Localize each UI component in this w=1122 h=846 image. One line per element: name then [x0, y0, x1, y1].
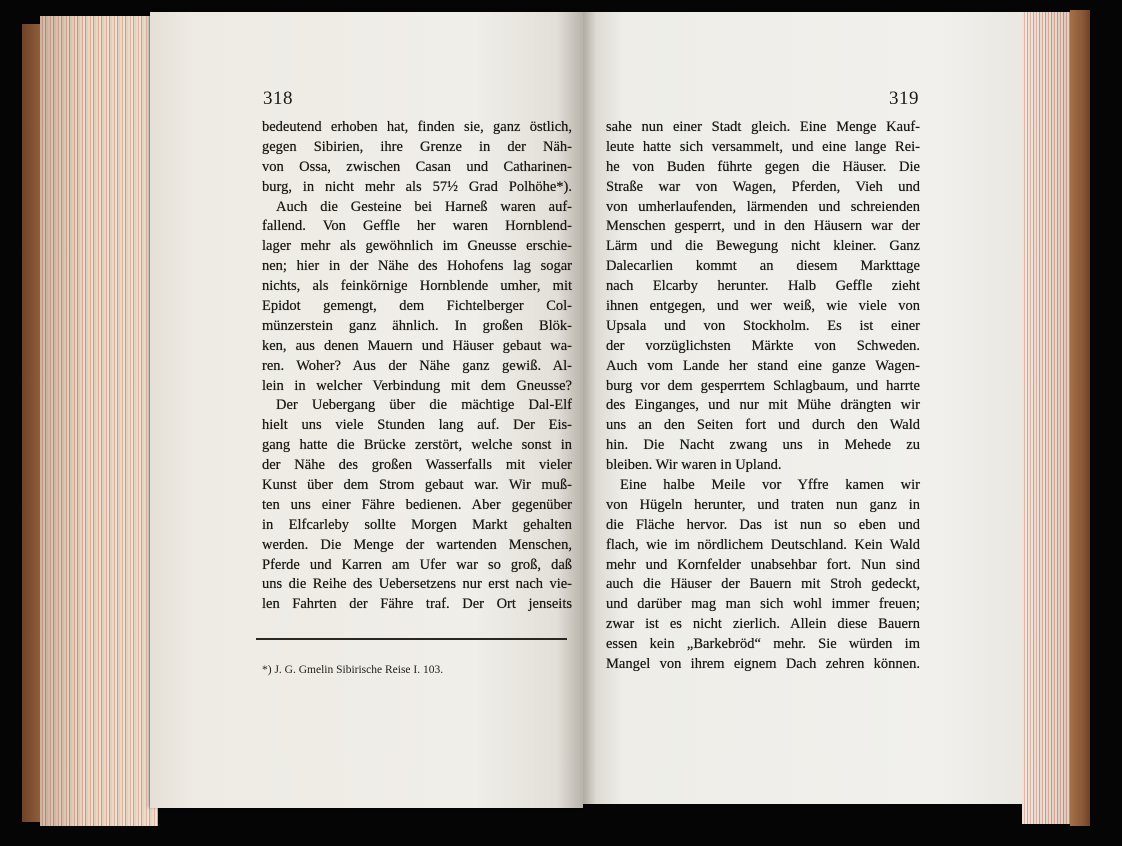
text-line: uns die Reihe des Uebersetzens nur erst nach vie-: [262, 576, 572, 593]
text-line: bleiben. Wir waren in Upland.: [606, 457, 782, 474]
text-line: der Nähe des großen Wasserfalls mit vieler: [262, 457, 572, 474]
text-line: fallend. Von Geffle her waren Hornblend-: [262, 218, 572, 235]
text-line: Auch vom Lande her stand eine ganze Wagen-: [606, 357, 920, 374]
text-line: bedeutend erhoben hat, finden sie, ganz östlich,: [262, 119, 572, 135]
text-block-left: [262, 118, 572, 615]
text-line: sahe nun einer Stadt gleich. Eine Menge Kauf-: [606, 119, 920, 135]
text-line: von umherlaufenden, lärmenden und schreienden: [606, 198, 920, 215]
text-line: Eine halbe Meile vor Yffre kamen wir: [620, 477, 920, 494]
page-number-right: 319: [889, 88, 919, 109]
text-line: ren. Woher? Aus der Nähe ganz gewiß. Al-: [262, 357, 572, 374]
text-line: flach, wie im nördlichem Deutschland. Kein Wald: [606, 536, 920, 553]
text-line: Straße war von Wagen, Pferden, Vieh und: [606, 178, 920, 195]
text-line: die Fläche hervor. Das ist nun so eben und: [606, 516, 920, 533]
text-line: lager mehr als gewöhnlich im Gneusse erschie-: [262, 238, 572, 255]
page-edges-left: [40, 16, 158, 826]
text-line: burg vor dem gesperrtem Schlagbaum, und harrte: [606, 377, 920, 394]
text-line: Auch die Gesteine bei Harneß waren auf-: [276, 198, 572, 215]
text-line: werden. Die Menge der wartenden Menschen,: [262, 536, 572, 553]
text-line: gegen Sibirien, ihre Grenze in der Näh-: [262, 138, 572, 155]
text-line: auch die Häuser der Bauern mit Stroh gedeckt,: [606, 576, 920, 593]
text-line: münzerstein ganz ähnlich. In großen Blök-: [262, 317, 572, 334]
text-line: und darüber mag man sich wohl immer freuen;: [606, 596, 920, 613]
text-line: leute hatte sich versammelt, und eine lange Rei-: [606, 138, 920, 155]
text-line: des Einganges, und nur mit Mühe drängten wir: [606, 397, 920, 414]
text-line: Dalecarlien kommt an diesem Markttage: [606, 258, 920, 275]
text-line: ihnen entgegen, und wer weiß, wie viele von: [606, 298, 920, 315]
text-line: nach Elcarby herunter. Halb Geffle zieht: [606, 278, 920, 295]
text-line: Pferde und Karren am Ufer war so groß, daß: [262, 556, 572, 573]
text-block-right: [606, 118, 920, 675]
text-line: burg, in nicht mehr als 57½ Grad Polhöhe*).: [262, 178, 572, 195]
text-line: Mangel von ihrem eignem Dach zehren können.: [606, 656, 920, 673]
text-line: essen kein „Barkebröd“ mehr. Sie würden im: [606, 636, 920, 653]
text-line: der vorzüglichsten Märkte von Schweden.: [606, 337, 920, 354]
book-cover-right: [1070, 10, 1090, 826]
text-line: in Elfcarleby sollte Morgen Markt gehalten: [262, 516, 572, 533]
footnote-rule: [256, 638, 567, 640]
text-line: Der Uebergang über die mächtige Dal-Elf: [276, 397, 572, 414]
text-line: ten uns einer Fähre bedienen. Aber gegenüber: [262, 496, 572, 513]
text-line: uns an den Seiten fort und durch den Wald: [606, 417, 920, 434]
text-line: Kunst über dem Strom gebaut war. Wir muß-: [262, 477, 572, 494]
page-number-left: 318: [263, 88, 293, 109]
text-line: Epidot gemengt, dem Fichtelberger Col-: [262, 298, 572, 315]
text-line: hin. Die Nacht zwang uns in Mehede zu: [606, 437, 920, 454]
text-line: lein in welcher Verbindung mit dem Gneusse?: [262, 377, 572, 394]
text-line: Upsala und von Stockholm. Es ist einer: [606, 317, 920, 334]
text-line: zwar ist es nicht zierlich. Allein diese Bauern: [606, 616, 920, 633]
text-line: len Fahrten der Fähre traf. Der Ort jenseits: [262, 596, 572, 613]
text-line: Lärm und die Bewegung nicht kleiner. Ganz: [606, 238, 920, 255]
text-line: gang hatte die Brücke zerstört, welche sonst in: [262, 437, 572, 454]
text-line: he von Buden führte gegen die Häuser. Die: [606, 158, 920, 175]
text-line: nichts, als feinkörnige Hornblende umher, mit: [262, 278, 572, 295]
text-line: hielt uns viele Stunden lang auf. Der Eis-: [262, 417, 572, 434]
text-line: nen; hier in der Nähe des Hohofens lag sogar: [262, 258, 572, 275]
text-line: von Hügeln herunter, und traten nun ganz in: [606, 496, 920, 513]
text-line: Menschen gesperrt, und in den Häusern war der: [606, 218, 920, 235]
text-line: von Ossa, zwischen Casan und Catharinen-: [262, 158, 572, 175]
page-edges-right: [1022, 12, 1074, 824]
text-line: mehr und Kornfelder unabsehbar fort. Nun sind: [606, 556, 920, 573]
text-line: ken, aus denen Mauern und Häuser gebaut wa-: [262, 337, 572, 354]
footnote: *) J. G. Gmelin Sibirische Reise I. 103.: [262, 664, 444, 676]
